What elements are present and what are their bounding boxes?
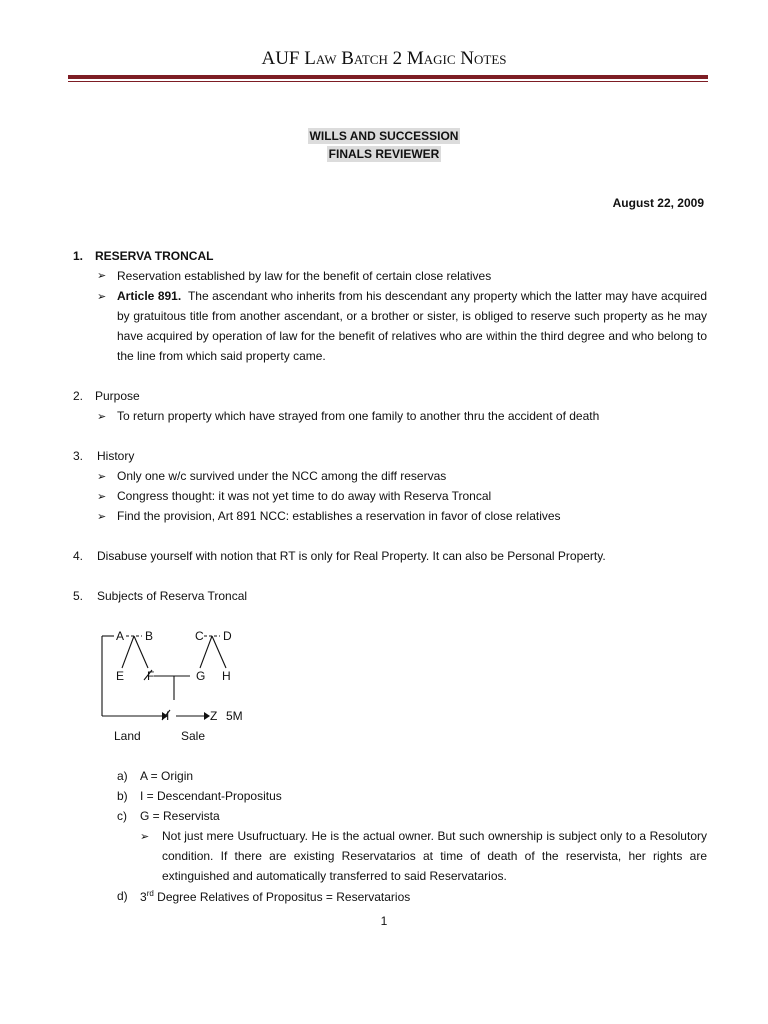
amount-label: 5M (226, 709, 243, 723)
document-subtitle: FINALS REVIEWER (328, 147, 440, 161)
section-heading: Disabuse yourself with notion that RT is only for Real Property. It can also be Personal Property. (97, 549, 606, 563)
node-d: D (223, 629, 232, 643)
land-label: Land (114, 729, 141, 743)
page-number: 1 (380, 914, 388, 928)
list-item: A = Origin (140, 769, 194, 783)
section-number: 3. (73, 449, 84, 463)
document-title: WILLS AND SUCCESSION (309, 129, 459, 143)
node-z: Z (210, 709, 218, 723)
sale-label: Sale (181, 729, 206, 743)
node-c: C (195, 629, 204, 643)
arrow-bullet-icon: ➢ (97, 411, 107, 423)
section-heading: Subjects of Reserva Troncal (97, 589, 248, 603)
arrow-bullet-icon: ➢ (97, 270, 107, 282)
header-rule (68, 75, 708, 79)
family-tree-diagram (92, 624, 292, 748)
arrow-bullet-icon: ➢ (140, 831, 150, 843)
arrow-bullet-icon: ➢ (97, 491, 107, 503)
list-item: G = Reservista (140, 809, 220, 823)
section-number: 5. (73, 589, 84, 603)
section-heading: History (97, 449, 135, 463)
list-label: a) (117, 769, 128, 783)
node-f: F (147, 669, 155, 683)
list-label: c) (117, 809, 127, 823)
running-header: AUF Law Batch 2 Magic Notes (261, 48, 507, 69)
header-rule-thin (68, 81, 708, 82)
arrow-bullet-icon: ➢ (97, 291, 107, 303)
list-item: I = Descendant-Propositus (140, 789, 282, 803)
node-g: G (196, 669, 206, 683)
bullet-text: Congress thought: it was not yet time to do away with Reserva Troncal (117, 489, 492, 503)
bullet-text: Reservation established by law for the benefit of certain close relatives (117, 269, 492, 283)
document-date: August 22, 2009 (612, 196, 704, 210)
node-e: E (116, 669, 125, 683)
reservista-note: Not just mere Usufructuary. He is the actual owner. But such ownership is subject only to a Resolutory condition. If there are existing Reservatarios at time of death of the reservista, her rights are extinguished and automatically transferred to said Reservatarios. (162, 829, 707, 883)
section-number: 4. (73, 549, 84, 563)
section-heading: Purpose (95, 389, 140, 403)
list-item: 3rd Degree Relatives of Propositus = Reservatarios (140, 889, 411, 904)
article-891-text: Article 891. The ascendant who inherits from his descendant any property which the latter may have acquired by gratuitous title from another ascendant, or a brother or sister, is obliged to reserve such property as he may have acquired by operation of law for the benefit of relatives who are within the third degree and who belong to the line from which said property came. (117, 289, 707, 363)
node-a: A (116, 629, 125, 643)
bullet-text: To return property which have strayed from one family to another thru the accident of death (117, 409, 600, 423)
bullet-text: Only one w/c survived under the NCC among the diff reservas (117, 469, 447, 483)
arrow-bullet-icon: ➢ (97, 511, 107, 523)
bullet-text: Find the provision, Art 891 NCC: establishes a reservation in favor of close relatives (117, 509, 561, 523)
list-label: b) (117, 789, 128, 803)
node-h: H (222, 669, 231, 683)
list-label: d) (117, 889, 128, 903)
section-number: 1. (73, 249, 84, 263)
node-b: B (145, 629, 154, 643)
section-number: 2. (73, 389, 84, 403)
section-heading: RESERVA TRONCAL (95, 249, 214, 263)
node-i: I (166, 709, 170, 723)
arrow-bullet-icon: ➢ (97, 471, 107, 483)
